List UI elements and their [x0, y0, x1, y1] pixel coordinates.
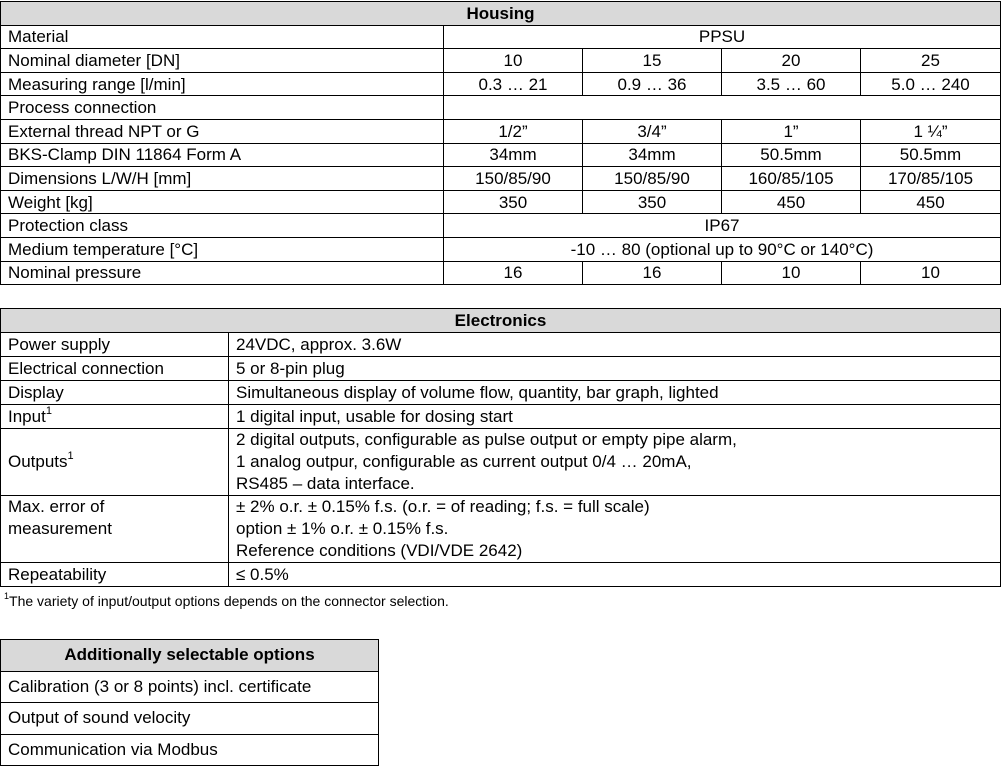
- row-label: Weight [kg]: [1, 190, 444, 214]
- row-label-line: measurement: [8, 519, 112, 538]
- footnote: [4, 592, 449, 610]
- cell-value: 1 ¼”: [861, 119, 1001, 143]
- cell-value: 1”: [722, 119, 861, 143]
- cell-value: 170/85/105: [861, 167, 1001, 191]
- options-table: [0, 639, 379, 766]
- cell-value: 10: [722, 261, 861, 285]
- footnote-text: The variety of input/output options depends on the connector selection.: [9, 593, 449, 609]
- cell-value: [229, 429, 1001, 496]
- cell-value: 150/85/90: [583, 167, 722, 191]
- row-label: Measuring range [l/min]: [1, 72, 444, 96]
- cell-value: 350: [444, 190, 583, 214]
- cell-line: RS485 – data interface.: [236, 474, 415, 493]
- table-row: [1, 496, 1001, 563]
- table-row: [1, 703, 379, 735]
- table-row: [1, 333, 1001, 357]
- cell-value: 1 digital input, usable for dosing start: [229, 405, 1001, 429]
- option-item: Communication via Modbus: [1, 734, 379, 766]
- row-label: Nominal diameter [DN]: [1, 49, 444, 73]
- cell-value: 160/85/105: [722, 167, 861, 191]
- cell-empty: [444, 96, 1001, 120]
- row-label-text: Outputs: [8, 452, 68, 471]
- electronics-table: [0, 308, 1001, 587]
- cell-value: PPSU: [444, 25, 1001, 49]
- option-item: Output of sound velocity: [1, 703, 379, 735]
- table-row: [1, 96, 1001, 120]
- table-row: [1, 237, 1001, 261]
- cell-value: 34mm: [444, 143, 583, 167]
- row-label: [1, 405, 229, 429]
- footnote-marker: 1: [45, 404, 52, 417]
- table-row: [1, 357, 1001, 381]
- row-label: Dimensions L/W/H [mm]: [1, 167, 444, 191]
- footnote-marker: 1: [67, 450, 74, 463]
- cell-line: ± 2% o.r. ± 0.15% f.s. (o.r. = of reading; f.s. = full scale): [236, 497, 650, 516]
- table-row: [1, 167, 1001, 191]
- electronics-title: Electronics: [1, 309, 1001, 333]
- row-label: [1, 429, 229, 496]
- cell-value: ≤ 0.5%: [229, 563, 1001, 587]
- table-row: [1, 563, 1001, 587]
- option-item: Calibration (3 or 8 points) incl. certificate: [1, 671, 379, 703]
- cell-value: 450: [861, 190, 1001, 214]
- table-row: [1, 671, 379, 703]
- table-row: [1, 143, 1001, 167]
- row-label: Protection class: [1, 214, 444, 238]
- cell-value: 3.5 … 60: [722, 72, 861, 96]
- cell-value: 16: [583, 261, 722, 285]
- cell-value: 20: [722, 49, 861, 73]
- housing-title: Housing: [1, 2, 1001, 26]
- table-row: [1, 72, 1001, 96]
- table-row: [1, 734, 379, 766]
- row-label: [1, 496, 229, 563]
- table-row: [1, 381, 1001, 405]
- housing-table: [0, 1, 1001, 285]
- table-row: [1, 214, 1001, 238]
- row-label: External thread NPT or G: [1, 119, 444, 143]
- cell-value: 350: [583, 190, 722, 214]
- cell-value: 10: [444, 49, 583, 73]
- cell-value: 3/4”: [583, 119, 722, 143]
- cell-value: 450: [722, 190, 861, 214]
- cell-value: 0.3 … 21: [444, 72, 583, 96]
- cell-value: 1/2”: [444, 119, 583, 143]
- row-label: Material: [1, 25, 444, 49]
- cell-line: Reference conditions (VDI/VDE 2642): [236, 541, 523, 560]
- table-row: [1, 49, 1001, 73]
- table-row: [1, 119, 1001, 143]
- row-label: Power supply: [1, 333, 229, 357]
- cell-value: IP67: [444, 214, 1001, 238]
- cell-value: -10 … 80 (optional up to 90°C or 140°C): [444, 237, 1001, 261]
- cell-value: [229, 496, 1001, 563]
- cell-value: 150/85/90: [444, 167, 583, 191]
- cell-value: 16: [444, 261, 583, 285]
- table-row: [1, 405, 1001, 429]
- cell-value: 15: [583, 49, 722, 73]
- table-row: [1, 190, 1001, 214]
- cell-value: 5 or 8-pin plug: [229, 357, 1001, 381]
- cell-line: 1 analog outpur, configurable as current output 0/4 … 20mA,: [236, 452, 692, 471]
- footnote-marker: 1: [4, 591, 10, 602]
- row-label: Display: [1, 381, 229, 405]
- row-label: Repeatability: [1, 563, 229, 587]
- cell-value: 50.5mm: [722, 143, 861, 167]
- cell-value: 25: [861, 49, 1001, 73]
- row-label: Electrical connection: [1, 357, 229, 381]
- cell-value: 24VDC, approx. 3.6W: [229, 333, 1001, 357]
- row-label-text: Input: [8, 406, 46, 426]
- cell-value: Simultaneous display of volume flow, quantity, bar graph, lighted: [229, 381, 1001, 405]
- table-row: [1, 429, 1001, 496]
- cell-value: 5.0 … 240: [861, 72, 1001, 96]
- cell-value: 0.9 … 36: [583, 72, 722, 96]
- row-label: BKS-Clamp DIN 11864 Form A: [1, 143, 444, 167]
- table-row: [1, 25, 1001, 49]
- cell-value: 10: [861, 261, 1001, 285]
- row-label: Medium temperature [°C]: [1, 237, 444, 261]
- table-row: [1, 261, 1001, 285]
- row-label: Nominal pressure: [1, 261, 444, 285]
- options-title: Additionally selectable options: [1, 640, 379, 672]
- cell-value: 34mm: [583, 143, 722, 167]
- cell-line: 2 digital outputs, configurable as pulse output or empty pipe alarm,: [236, 430, 737, 449]
- cell-line: option ± 1% o.r. ± 0.15% f.s.: [236, 519, 449, 538]
- row-label-line: Max. error of: [8, 497, 105, 516]
- row-label: Process connection: [1, 96, 444, 120]
- cell-value: 50.5mm: [861, 143, 1001, 167]
